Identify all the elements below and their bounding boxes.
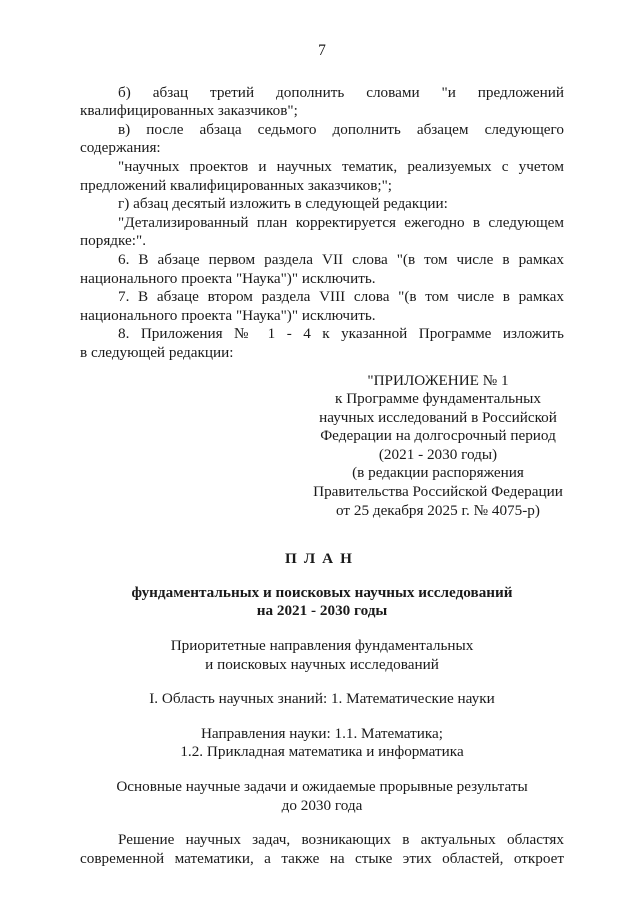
priority-directions-heading bbox=[80, 637, 564, 674]
knowledge-area-heading: I. Область научных знаний: 1. Математические науки bbox=[149, 690, 495, 708]
item-v-line2: содержания: bbox=[80, 139, 161, 157]
paragraph-7-line1: 7. В абзаце втором раздела VIII слова "(в том числе в рамках bbox=[118, 288, 564, 306]
item-b-line1: б) абзац третий дополнить словами "и предложений bbox=[118, 83, 564, 101]
paragraph-6-line2: национального проекта "Наука")" исключить. bbox=[80, 269, 376, 287]
plan-subtitle bbox=[80, 584, 564, 621]
priority-line1: Приоритетные направления фундаментальных bbox=[170, 637, 474, 655]
appendix-line: к Программе фундаментальных bbox=[335, 390, 541, 408]
item-g: г) абзац десятый изложить в следующей редакции: bbox=[118, 195, 448, 213]
directions-line2: 1.2. Прикладная математика и информатика bbox=[180, 743, 464, 761]
body-line2: современной математики, а также на стыке этих областей, откроет bbox=[80, 849, 564, 867]
quote1-line1: "научных проектов и научных тематик, реализуемых с учетом bbox=[118, 157, 564, 175]
tasks-heading bbox=[80, 778, 564, 815]
science-directions-heading bbox=[80, 725, 564, 762]
body-line1: Решение научных задач, возникающих в актуальных областях bbox=[118, 831, 564, 849]
appendix-line: от 25 декабря 2025 г. № 4075-р) bbox=[336, 501, 540, 519]
appendix-line: научных исследований в Российской bbox=[319, 408, 557, 426]
tasks-line2: до 2030 года bbox=[281, 796, 363, 814]
tasks-line1: Основные научные задачи и ожидаемые прорывные результаты bbox=[116, 778, 528, 795]
paragraph-8-line2: в следующей редакции: bbox=[80, 343, 234, 361]
plan-title: ПЛАН bbox=[285, 550, 359, 568]
page-number: 7 bbox=[318, 42, 326, 59]
appendix-line: (в редакции распоряжения bbox=[352, 464, 524, 482]
plan-subtitle-line1: фундаментальных и поисковых научных исследований bbox=[131, 583, 513, 601]
body-paragraph bbox=[80, 831, 564, 868]
priority-line2: и поисковых научных исследований bbox=[205, 655, 439, 673]
paragraph-6-line1: 6. В абзаце первом раздела VII слова "(в том числе в рамках bbox=[118, 250, 564, 268]
directions-line1: Направления науки: 1.1. Математика; bbox=[200, 724, 444, 742]
item-b-line2: квалифицированных заказчиков"; bbox=[80, 102, 298, 120]
appendix-line: Правительства Российской Федерации bbox=[313, 483, 563, 501]
appendix-line: (2021 - 2030 годы) bbox=[378, 445, 498, 463]
quote2-line2: порядке:". bbox=[80, 232, 146, 250]
item-v-line1: в) после абзаца седьмого дополнить абзацем следующего bbox=[118, 120, 564, 138]
appendix-heading-block bbox=[308, 372, 568, 521]
quote1-line2: предложений квалифицированных заказчиков;"; bbox=[80, 176, 393, 194]
appendix-title: "ПРИЛОЖЕНИЕ № 1 bbox=[367, 371, 509, 389]
paragraph-7-line2: национального проекта "Наука")" исключить. bbox=[80, 306, 376, 324]
appendix-line: Федерации на долгосрочный период bbox=[320, 427, 556, 445]
paragraph-8-line1: 8. Приложения № 1 - 4 к указанной Программе изложить bbox=[118, 325, 564, 343]
quote2-line1: "Детализированный план корректируется ежегодно в следующем bbox=[118, 213, 564, 231]
plan-subtitle-line2: на 2021 - 2030 годы bbox=[256, 602, 388, 620]
